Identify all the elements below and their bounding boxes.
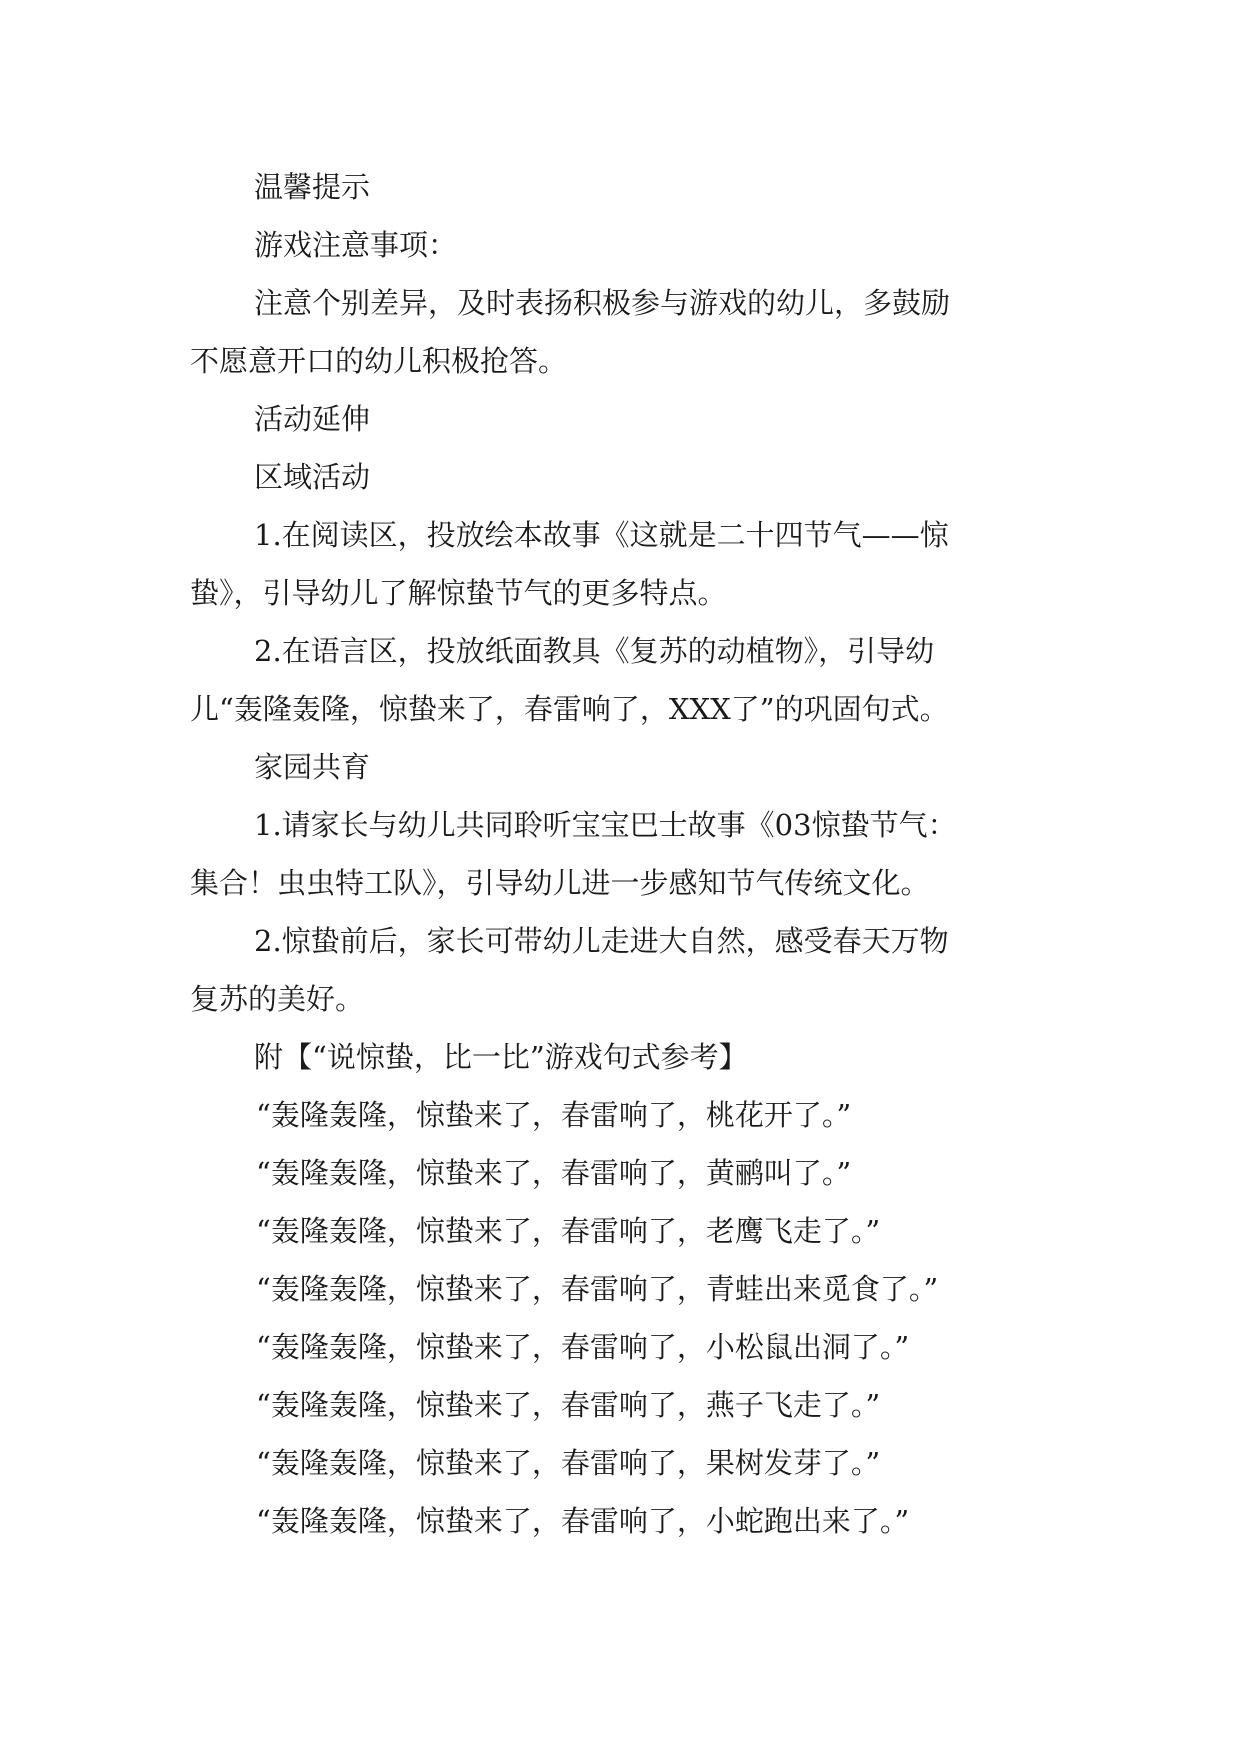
sentence-example: “轰隆轰隆，惊蛰来了，春雷响了，老鹰飞走了。”	[256, 1214, 881, 1248]
heading-activity-extension: 活动延伸	[254, 402, 371, 436]
heading-tips: 温馨提示	[254, 170, 371, 204]
paragraph-line: 蛰》，引导幼儿了解惊蛰节气的更多特点。	[190, 576, 727, 610]
document-page	[190, 158, 1070, 1550]
sentence-example: “轰隆轰隆，惊蛰来了，春雷响了，燕子飞走了。”	[256, 1388, 881, 1422]
sentence-example: “轰隆轰隆，惊蛰来了，春雷响了，青蛙出来觅食了。”	[256, 1272, 939, 1306]
heading-appendix: 附【“说惊蛰，比一比”游戏句式参考】	[254, 1040, 748, 1074]
sentence-example: “轰隆轰隆，惊蛰来了，春雷响了，小松鼠出洞了。”	[256, 1330, 910, 1364]
paragraph-line: 集合！虫虫特工队》，引导幼儿进一步感知节气传统文化。	[190, 866, 930, 900]
paragraph-line: 2.惊蛰前后，家长可带幼儿走进大自然，感受春天万物	[254, 924, 949, 958]
paragraph-line: 儿“轰隆轰隆，惊蛰来了，春雷响了，XXX了”的巩固句式。	[190, 692, 949, 726]
sentence-example: “轰隆轰隆，惊蛰来了，春雷响了，小蛇跑出来了。”	[256, 1504, 910, 1538]
heading-area-activity: 区域活动	[254, 460, 371, 494]
sentence-example: “轰隆轰隆，惊蛰来了，春雷响了，黄鹂叫了。”	[256, 1156, 852, 1190]
paragraph-line: 2.在语言区，投放纸面教具《复苏的动植物》，引导幼	[254, 634, 935, 668]
heading-home-school: 家园共育	[254, 750, 371, 784]
paragraph-line: 1.请家长与幼儿共同聆听宝宝巴士故事《03惊蛰节气：	[254, 808, 957, 842]
sentence-example: “轰隆轰隆，惊蛰来了，春雷响了，桃花开了。”	[256, 1098, 852, 1132]
paragraph-line: 不愿意开口的幼儿积极抢答。	[190, 344, 568, 378]
sentence-example: “轰隆轰隆，惊蛰来了，春雷响了，果树发芽了。”	[256, 1446, 881, 1480]
paragraph-line: 1.在阅读区，投放绘本故事《这就是二十四节气——惊	[254, 518, 949, 552]
paragraph-line: 注意个别差异，及时表扬积极参与游戏的幼儿，多鼓励	[254, 286, 951, 320]
heading-game-notes: 游戏注意事项：	[254, 228, 458, 262]
paragraph-line: 复苏的美好。	[190, 982, 365, 1016]
